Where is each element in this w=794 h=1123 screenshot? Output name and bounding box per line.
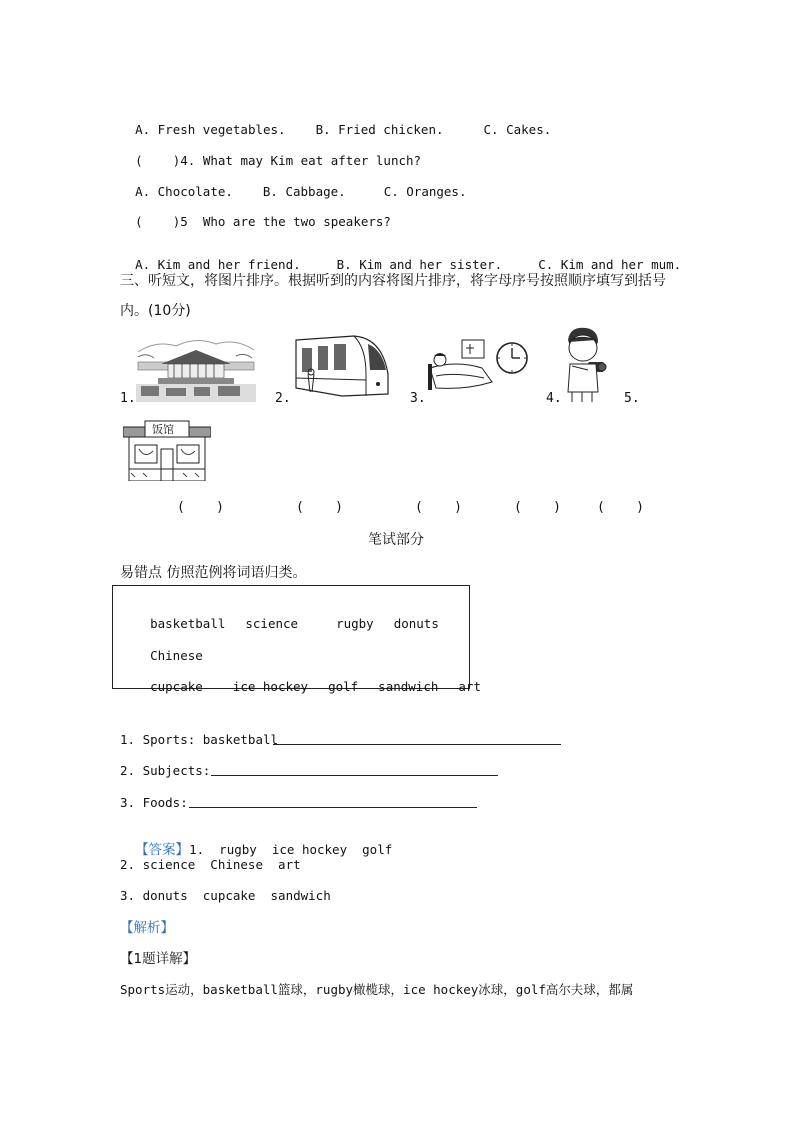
restaurant-sign: 饭馆 <box>152 423 174 436</box>
q5-option-c: C. Kim and her mum. <box>538 257 682 272</box>
answer-paren-2: ( ) <box>296 500 343 515</box>
answer-paren-1: ( ) <box>177 500 224 515</box>
subjects-answer-blank[interactable] <box>211 775 498 776</box>
train-picture <box>292 334 392 402</box>
picture-number-4: 4. <box>546 391 562 406</box>
analysis-tag: 【解析】 <box>120 920 174 936</box>
word-rugby: rugby <box>336 616 374 631</box>
sports-answer-blank[interactable] <box>273 744 561 745</box>
word-chinese: Chinese <box>150 648 203 663</box>
q5-options <box>120 242 681 272</box>
picture-number-3: 3. <box>410 391 426 406</box>
picture-number-5: 5. <box>624 391 640 406</box>
answer-line-1 <box>120 823 392 858</box>
answer-paren-5: ( ) <box>597 500 644 515</box>
section3-title-line1: 三、听短文，将图片排序。根据听到的内容将图片排序，将字母序号按照顺序填写到括号 <box>120 273 666 289</box>
category-foods-label: 3. Foods: <box>120 795 188 810</box>
q5-answer-paren: ( )5 <box>135 214 188 229</box>
q5-option-a: A. Kim and her friend. <box>135 257 301 272</box>
word-golf: golf <box>328 679 359 694</box>
section3-title-line2: 内。(10分) <box>120 303 191 319</box>
q4-option-a: A. Chocolate. <box>135 184 233 199</box>
category-sports-label: 1. Sports: basketball <box>120 732 279 747</box>
answer-line-2: 2. science Chinese art <box>120 857 301 872</box>
category-subjects-label: 2. Subjects: <box>120 763 211 778</box>
word-cupcake: cupcake <box>150 679 203 694</box>
question-5 <box>120 199 391 229</box>
answer-tag: 【答案】 <box>135 842 190 858</box>
word-basketball: basketball <box>150 616 226 631</box>
word-science: science <box>245 616 299 631</box>
q5-text: Who are the two speakers? <box>202 214 391 229</box>
question-4 <box>120 138 421 168</box>
word-box <box>112 585 481 694</box>
q3-options <box>120 107 551 137</box>
written-section-heading: 笔试部分 <box>368 532 424 548</box>
q3-option-a: A. Fresh vegetables. <box>135 122 286 137</box>
picture-number-2: 2. <box>275 391 291 406</box>
analysis-detail-tag: 【1题详解】 <box>120 951 197 967</box>
analysis-text: Sports运动，basketball篮球，rugby橄榄球，ice hockey冰球，golf高尔夫球，都属 <box>120 982 634 997</box>
q3-option-b: B. Fried chicken. <box>315 122 444 137</box>
q4-option-b: B. Cabbage. <box>262 184 346 199</box>
word-donuts: donuts <box>393 616 439 631</box>
answer-line-3: 3. donuts cupcake sandwich <box>120 888 331 903</box>
word-ice-hockey: ice hockey <box>232 679 309 694</box>
answer-paren-4: ( ) <box>514 500 561 515</box>
q4-text: What may Kim eat after lunch? <box>202 153 422 168</box>
bedroom-clock-picture <box>426 338 530 396</box>
q3-option-c: C. Cakes. <box>483 122 552 137</box>
task-heading: 易错点 仿照范例将词语归类。 <box>120 565 307 581</box>
foods-answer-blank[interactable] <box>189 807 477 808</box>
q4-option-c: C. Oranges. <box>383 184 467 199</box>
word-art: art <box>458 679 481 694</box>
q4-answer-paren: ( )4. <box>135 153 196 168</box>
word-sandwich: sandwich <box>378 679 439 694</box>
q5-option-b: B. Kim and her sister. <box>336 257 503 272</box>
boy-camera-picture <box>558 326 610 404</box>
answer-text-1: 1. rugby ice hockey golf <box>189 842 393 857</box>
word-box-row-3 <box>120 664 481 709</box>
answer-paren-3: ( ) <box>415 500 462 515</box>
q4-options <box>120 169 467 199</box>
picture-number-1: 1. <box>120 391 136 406</box>
palace-picture <box>136 332 256 402</box>
